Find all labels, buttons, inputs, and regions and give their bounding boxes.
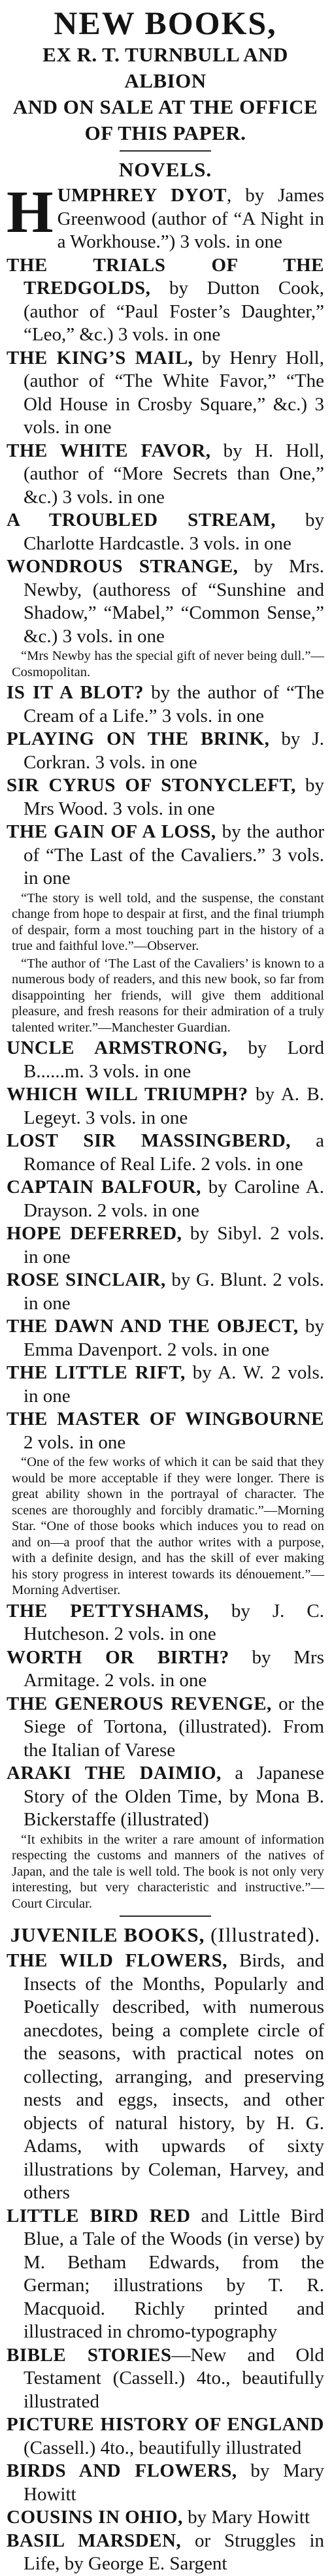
book-title: LOST SIR MASSINGBERD, [7, 1130, 291, 1151]
book-details: , by James Greenwood (author of “A Night in a Workhouse.”) 3 vols. in one [57, 185, 324, 252]
book-entry-gain-of-a-loss [7, 821, 324, 890]
book-details: a Romance of Real Life. 2 vols. in one [24, 1130, 324, 1175]
book-details: by J. Corkran. 3 vols. in one [24, 728, 325, 773]
book-entry-which-will-triumph [7, 1083, 324, 1130]
review-quote: “It exhibits in the writer a rare amount of information respecting the customs and manners of the natives of Japan, and the tale is well told. The book is not only very interesting, but very characteristic and instructive.”—Court Circular. [12, 1832, 324, 1911]
book-details: by Mary Howitt [24, 2460, 324, 2505]
book-entry-little-bird-red [7, 2205, 324, 2344]
book-details: by G. Blunt. 2 vols. in one [24, 1269, 324, 1314]
book-details: 2 vols. in one [24, 1431, 126, 1453]
book-title: THE WHITE FAVOR, [7, 440, 211, 461]
drop-cap-initial: H [7, 178, 54, 245]
book-details: by Mrs. Newby, (authoress of “Sunshine and Shadow,” “Mabel,” “Common Sense,” &c.) 3 vols. in one [24, 556, 325, 647]
book-details: by A. W. 2 vols. in one [24, 1362, 324, 1407]
book-entry-generous-revenge [7, 1693, 324, 1763]
advert-subtitle-line-2: AND ON SALE AT THE OFFICE [12, 95, 318, 118]
book-details: —New and Old Testament (Cassell.) 4to., beautifully illustrated [24, 2344, 324, 2412]
book-details: by Lord B......m. 3 vols. in one [24, 1037, 324, 1082]
book-title: THE WILD FLOWERS, [7, 1950, 228, 1971]
book-title: HOPE DEFERRED, [7, 1223, 182, 1244]
book-entry-master-of-wingbourne [7, 1408, 324, 1454]
book-entry-troubled-stream [7, 509, 324, 555]
book-entry-sir-cyrus [7, 774, 324, 821]
book-title: LITTLE BIRD RED [7, 2205, 191, 2226]
book-entry-birds-and-flowers [7, 2460, 324, 2506]
section-heading-juvenile-books: JUVENILE BOOKS, (Illustrated). [10, 1923, 321, 1946]
book-title: THE GAIN OF A LOSS, [7, 821, 216, 842]
book-title: ROSE SINCLAIR, [7, 1269, 166, 1290]
book-title: PICTURE HISTORY OF ENGLAND [7, 2414, 324, 2435]
book-entry-cousins-in-ohio [7, 2506, 324, 2530]
book-details: by A. B. Legeyt. 3 vols. in one [24, 1084, 325, 1128]
book-entry-trials-of-tredgolds [7, 254, 324, 347]
book-title: BIBLE STORIES [7, 2344, 172, 2366]
book-title: THE KING’S MAIL, [7, 347, 193, 368]
book-details: by the author of “The Last of the Cavaliers.” 3 vols. in one [24, 821, 324, 889]
book-details: by Charlotte Hardcastle. 3 vols. in one [24, 510, 324, 554]
book-title: THE LITTLE RIFT, [7, 1362, 186, 1383]
book-title: UNCLE ARMSTRONG, [7, 1037, 228, 1058]
book-details: Birds, and Insects of the Months, Popularly and Poetically described, with numerous anecdotes, being a complete circle of the seasons, with practical notes on collecting, arranging, and preserving nests and eggs, insects, and other objects of natural history, by H. G. Adams, with upwards of sixty illustrations by Coleman, Harvey, and others [24, 1950, 324, 2203]
advert-subtitle-line-3: OF THIS PAPER. [84, 122, 246, 144]
book-details: by the author of “The Cream of a Life.” 3 vols. in one [24, 682, 324, 726]
book-entry-dawn-and-object [7, 1315, 324, 1361]
book-title: THE DAWN AND THE OBJECT, [7, 1316, 299, 1337]
book-entry-pettyshams [7, 1600, 324, 1646]
book-entry-lost-sir-massingberd [7, 1130, 324, 1176]
book-details: and Little Bird Blue, a Tale of the Woods (in verse) by M. Betham Edwards, from the German; illustrations by T. R. Macquoid. Richly printed and illustraced in chromo-typography [24, 2205, 324, 2342]
book-details: by Mary Howitt [182, 2507, 310, 2528]
book-entry-picture-history-of-england [7, 2413, 324, 2460]
book-entry-bible-stories [7, 2344, 324, 2414]
book-title: WHICH WILL TRIUMPH? [7, 1084, 248, 1105]
book-title: THE MASTER OF WINGBOURNE [7, 1409, 324, 1429]
book-entry-worth-or-birth [7, 1646, 324, 1693]
book-title: BASIL MARSDEN, [7, 2530, 182, 2551]
book-details: by Caroline A. Drayson. 2 vols. in one [24, 1177, 325, 1221]
review-quote: “The author of ‘The Last of the Cavaliers’ is known to a numerous body of readers, and this new book, so far from disappointing her friends, will give them additional pleasure, and fresh reasons for their admiration of a truly talented writer.”—Manchester Guardian. [12, 956, 324, 1035]
book-details: a Japanese Story of the Olden Time, by Mona B. Bickerstaffe (illustrated) [24, 1763, 324, 1830]
advert-title: NEW BOOKS, [54, 5, 277, 41]
book-title: SIR CYRUS OF STONYCLEFT, [7, 775, 296, 796]
book-details: or Struggles in Life, by George E. Sargent [24, 2530, 324, 2574]
book-details: by Henry Holl, (author of “The White Favor,” “The Old House in Crosby Square,” &c.) 3 vols. in one [24, 347, 324, 438]
review-quote: “One of the few works of which it can be said that they would be more acceptable if they were longer. There is great ability shown in the portrayal of character. The scenes are thoroughly and forcibly dramatic.”—Morning Star. “One of those books which induces you to read on and on—a proof that the author writes with a purpose, with a definite design, and has the skill of ever making his story progress in interest towards its dénouement.”—Morning Advertiser. [12, 1455, 324, 1597]
book-title: IS IT A BLOT? [7, 682, 144, 703]
book-title: UMPHREY DYOT [57, 185, 227, 206]
book-details: by Mrs Armitage. 2 vols. in one [24, 1646, 324, 1691]
section-heading-novels: NOVELS. [118, 158, 212, 181]
book-title: PLAYING ON THE BRINK, [7, 728, 270, 749]
book-entry-playing-on-the-brink [7, 728, 324, 774]
book-title: WORTH OR BIRTH? [7, 1646, 229, 1668]
book-details: by J. C. Hutcheson. 2 vols. in one [24, 1600, 324, 1644]
book-entry-rose-sinclair [7, 1269, 324, 1315]
book-entry-is-it-a-blot [7, 681, 324, 728]
book-title: THE TRIALS OF THE TREDGOLDS, [7, 254, 324, 299]
book-entry-captain-balfour [7, 1176, 324, 1222]
book-entry-kings-mail [7, 347, 324, 440]
book-entry-wild-flowers [7, 1949, 324, 2205]
book-title: WONDROUS STRANGE, [7, 556, 239, 577]
book-details: by Sibyl. 2 vols. in one [24, 1223, 324, 1267]
book-details: by H. Holl, (author of “More Secrets than One,” &c.) 3 vols. in one [24, 440, 324, 508]
book-details: by Emma Davenport. 2 vols. in one [24, 1316, 325, 1360]
book-title: ARAKI THE DAIMIO, [7, 1763, 222, 1784]
book-entry-uncle-armstrong [7, 1037, 324, 1083]
book-entry-wondrous-strange [7, 555, 324, 648]
book-entry-hope-deferred [7, 1222, 324, 1269]
book-title: THE PETTYSHAMS, [7, 1600, 209, 1622]
book-entry-basil-marsden [7, 2530, 324, 2576]
advert-subtitle-line-1: EX R. T. TURNBULL AND ALBION [42, 43, 288, 92]
book-title: THE GENEROUS REVENGE, [7, 1693, 272, 1714]
book-details: by Dutton Cook, (author of “Paul Foster’s Daughter,” “Leo,” &c.) 3 vols. in one [24, 278, 324, 345]
divider-rule [120, 150, 211, 152]
book-entry-araki-the-daimio [7, 1762, 324, 1832]
book-title: BIRDS AND FLOWERS, [7, 2460, 237, 2481]
book-entry-white-favor [7, 440, 324, 510]
book-entry-humphrey-dyot [7, 178, 324, 254]
book-details: (Cassell.) 4to., beautifully illustrated [24, 2437, 302, 2458]
divider-rule [120, 1916, 211, 1917]
book-title: CAPTAIN BALFOUR, [7, 1177, 201, 1198]
book-entry-little-rift [7, 1361, 324, 1408]
book-title: A TROUBLED STREAM, [7, 510, 276, 530]
book-details: or the Siege of Tortona, (illustrated). From the Italian of Varese [24, 1693, 324, 1761]
book-title: COUSINS IN OHIO, [7, 2507, 183, 2528]
book-details: by Mrs Wood. 3 vols. in one [24, 775, 324, 819]
review-quote: “The story is well told, and the suspense, the constant change from hope to despair at first, and the final triumph of despair, form a most touching part in the history of a true and faithful love.”—Observer. [12, 890, 324, 953]
review-quote: “Mrs Newby has the special gift of never being dull.”—Cosmopolitan. [12, 649, 324, 679]
